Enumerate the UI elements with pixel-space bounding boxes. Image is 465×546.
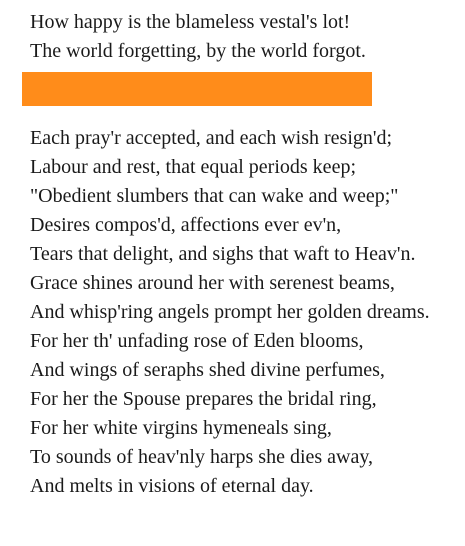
poem-line: For her the Spouse prepares the bridal ring, (30, 388, 377, 410)
poem-line: How happy is the blameless vestal's lot! (30, 11, 351, 33)
poem-line: The world forgetting, by the world forgot. (30, 40, 366, 62)
poem-line: Desires compos'd, affections ever ev'n, (30, 214, 342, 236)
redaction-row (30, 66, 430, 124)
poem-line: Labour and rest, that equal periods keep; (30, 156, 356, 178)
poem-line: Grace shines around her with serenest beams, (30, 272, 395, 294)
poem-text (30, 8, 430, 501)
poem-line: To sounds of heav'nly harps she dies away, (30, 446, 374, 468)
poem-line: Each pray'r accepted, and each wish resign'd; (30, 127, 393, 149)
poem-line: For her white virgins hymeneals sing, (30, 417, 332, 439)
poem-line: "Obedient slumbers that can wake and weep;" (30, 185, 399, 207)
poem-line: For her th' unfading rose of Eden blooms, (30, 330, 364, 352)
poem-line: Tears that delight, and sighs that waft to Heav'n. (30, 243, 416, 265)
poem-line: And wings of seraphs shed divine perfumes, (30, 359, 385, 381)
poem-line: And melts in visions of eternal day. (30, 475, 314, 497)
redaction-block (22, 72, 372, 106)
poem-line: And whisp'ring angels prompt her golden dreams. (30, 301, 430, 323)
